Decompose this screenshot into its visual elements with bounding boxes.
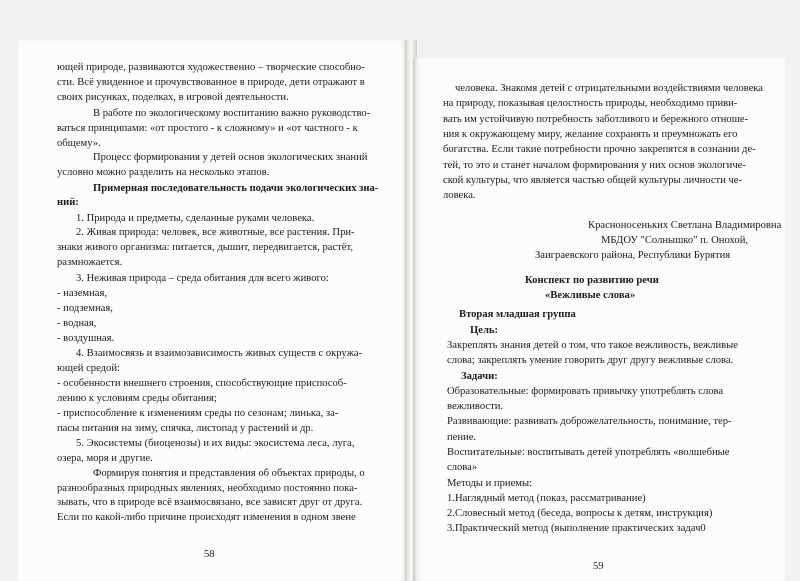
right-page-text-line: Вторая младшая группа (459, 309, 576, 321)
left-page-text-line: Если по какой-либо причине происходят изменения в одном звене (57, 512, 356, 524)
right-page-text-line: Заиграевского района, Республики Бурятия (535, 250, 731, 262)
left-page-text-line: ваться принципами: «от простого - к сложному» и «от частного - к (57, 122, 358, 134)
right-page-text-line: вать им устойчивую потребность заботливого и бережного отноше- (443, 113, 749, 125)
right-page-number: 59 (593, 561, 604, 572)
right-page-text-line: Воспитательные: воспитывать детей употреблять «волшебные (447, 446, 730, 458)
right-page-text-line: 3.Практический метод (выполнение практических задач0 (447, 523, 706, 535)
right-page-text-line: ловека. (443, 190, 476, 202)
left-page-text-line: своих рисунках, поделках, в игровой деятельности. (57, 91, 289, 103)
right-page-text-line: пение. (447, 431, 477, 443)
left-page-text-line: ющей природе, развиваются художественно – творческие способно- (57, 61, 365, 73)
right-page-text-line: вежливости. (447, 401, 504, 413)
right-page-text-line: тей, то это и станет началом формирования у них основ экологиче- (443, 159, 746, 171)
left-page-text-line: знаки живого организма: питается, дышит, передвигается, растёт, (57, 242, 353, 254)
left-page-text-line: - подземная, (57, 303, 113, 314)
left-page-text-line: 5. Экосистемы (биоценозы) и их виды: экосистема леса, луга, (76, 437, 355, 449)
left-page-text-line: ний: (57, 197, 79, 209)
left-page-text-line: общему». (57, 137, 101, 149)
left-page-text-line: - особенности внешнего строения, способствующие приспособ- (57, 377, 347, 389)
left-page-text-line: - водная, (57, 317, 97, 329)
right-page-text-line: Цель: (470, 324, 499, 336)
left-page-text-line: зывать, что в природе всё взаимосвязано, все зависят друг от друга. (57, 497, 363, 509)
right-page-text-line: МБДОУ "Солнышко" п. Онохой, (601, 234, 749, 246)
right-page-text-line: 1.Наглядный метод (показ, рассматривание) (447, 492, 646, 504)
left-page-text-line: размножается. (57, 257, 123, 269)
right-page-text-line: Красноносеньких Светлана Владимировна (588, 219, 782, 231)
left-page-text-line: 4. Взаимосвязь и взаимозависимость живых существ с окружа- (76, 347, 363, 359)
left-page-text-line: лению к условиям среды обитания; (57, 392, 217, 404)
right-page-text-line: Развивающие: развивать доброжелательность, понимание, тер- (447, 416, 732, 428)
left-page-text-line: ющей средой: (57, 362, 120, 374)
left-page-text-line: 3. Неживая природа – среда обитания для всего живого: (76, 273, 329, 285)
left-page-text-line: Примерная последовательность подачи экологических зна- (93, 183, 379, 195)
left-page-text-line: сти. Всё увиденное и прочувствованное в природе, дети отражают в (57, 76, 365, 88)
right-page-text-line: ской культуры, что является частью общей культуры личности че- (443, 174, 743, 186)
right-page-text-line: Образовательные: формировать привычку употреблять слова (447, 385, 724, 397)
left-page-text-line: разнообразных природных явлениях, необходимо постоянно пока- (57, 482, 358, 494)
left-page-number: 58 (204, 549, 215, 560)
right-page-text-line: 2.Словесный метод (беседа, вопросы к детям, инструкция) (447, 508, 713, 520)
right-page-text-line: «Вежливые слова» (545, 290, 636, 302)
left-page-text-line: 2. Живая природа: человек, все животные, все растения. При- (76, 227, 355, 239)
left-page-text-line: Процесс формирования у детей основ экологических знаний (93, 152, 368, 164)
left-page-text-line: В работе по экологическому воспитанию важно руководство- (93, 107, 371, 119)
right-page-text-line: на природу, показывая целостность природы, необходимо приви- (443, 98, 738, 110)
right-page-text-line: Закреплять знания детей о том, что такое вежливость, вежливые (447, 340, 738, 352)
left-page-text-line: - приспособление к изменениям среды по сезонам; линька, за- (57, 407, 339, 419)
right-page-text-line: Методы и приемы: (447, 477, 533, 489)
left-page-text-line: озера, моря и другие. (57, 452, 153, 464)
left-page-text-line: - наземная, (57, 288, 108, 300)
right-page-text-line: Задачи: (461, 370, 498, 382)
right-page-text-line: человека. Знакомя детей с отрицательными воздействиями человека (455, 83, 763, 95)
left-page-text-line: условно можно разделить на несколько этапов. (57, 167, 270, 179)
right-page-text-line: ния к окружающему миру, желание сохранять и преумножать его (443, 128, 738, 140)
left-page-text-line: - воздушная. (57, 332, 115, 344)
right-page-text-line: Конспект по развитию речи (525, 275, 659, 287)
left-page-text-line: пасы питания на зиму, спячка, листопад у растений и др. (57, 422, 314, 434)
right-page-text-line: богатства. Если такие потребности прочно закрепятся в сознании де- (443, 144, 756, 156)
left-page-text-line: 1. Природа и предметы, сделанные руками человека. (76, 213, 315, 225)
right-page-text-line: слова» (447, 462, 478, 474)
left-page-text-line: Формируя понятия и представления об объектах природы, о (93, 467, 365, 479)
right-page-text-line: слова; закреплять умение говорить друг другу вежливые слова. (447, 355, 734, 367)
